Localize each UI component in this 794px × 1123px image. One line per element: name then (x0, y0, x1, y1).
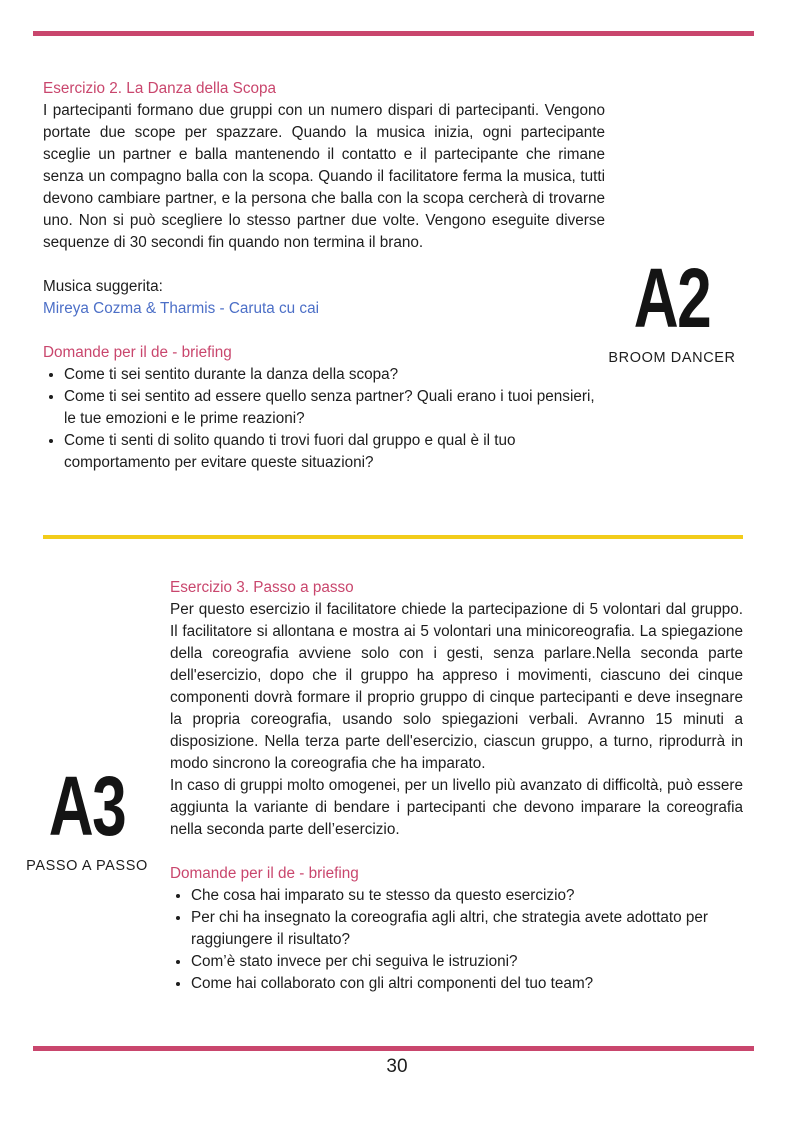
exercise-3-body-1: Per questo esercizio il facilitatore chiede la partecipazione di 5 volontari dal gruppo. Il facilitatore si allontana e mostra ai 5 volontari una minicoreografia. La spiegazione della coreografia avviene solo con i gesti, senza parlare.Nella seconda parte dell'esercizio, dopo che il gruppo ha appreso i movimenti, ciascuno dei cinque componenti dovrà formare il proprio gruppo di cinque partecipanti e deve insegnare la propria coreografia, usando solo spiegazioni verbali. Avranno 15 minuti a disposizione. Nella terza parte dell'esercizio, ciascun gruppo, a turno, riprodurrà in modo sincrono la coreografia che ha imparato. (170, 601, 743, 772)
music-link[interactable]: Mireya Cozma & Tharmis - Caruta cu cai (43, 300, 319, 317)
exercise-3-title: Esercizio 3. Passo a passo (170, 579, 354, 596)
page-number: 30 (386, 1056, 408, 1077)
exercise-2-question-list (43, 364, 605, 474)
exercise-3-section (170, 577, 743, 995)
section-divider (43, 535, 743, 539)
badge-a2-label: BROOM DANCER (608, 350, 736, 366)
badge-a2 (596, 251, 748, 366)
exercise-2-body: I partecipanti formano due gruppi con un numero dispari di partecipanti. Vengono portate due scope per spazzare. Quando la musica inizia, ogni partecipante sceglie un partner e balla mantenendo il contatto e il partecipante che rimane senza un compagno balla con la scopa. Quando il facilitatore ferma la musica, tutti devono cambiare partner, e la persona che balla con la scopa cercherà di trovarne uno. Non si può scegliere lo stesso partner due volte. Vengono eseguite diverse sequenze di 30 secondi fin quando non termina il brano. (43, 102, 605, 251)
exercise-2-title: Esercizio 2. La Danza della Scopa (43, 80, 276, 97)
exercise-3-debrief-title: Domande per il de - briefing (170, 865, 359, 882)
list-item: • Che cosa hai imparato su te stesso da questo esercizio? (191, 885, 743, 907)
list-item: • Come hai collaborato con gli altri componenti del tuo team? (191, 973, 743, 995)
badge-a3 (14, 759, 160, 874)
list-item: • Come ti sei sentito durante la danza della scopa? (64, 364, 605, 386)
exercise-3-question-list (170, 885, 743, 995)
exercise-3-body-2: In caso di gruppi molto omogenei, per un livello più avanzato di difficoltà, può essere aggiunta la variante di bendare i partecipanti che devono imparare la coreografia nella seconda parte dell’esercizio. (170, 777, 743, 838)
bottom-rule (33, 1046, 754, 1051)
exercise-2-section (43, 78, 605, 474)
exercise-2-debrief-title: Domande per il de - briefing (43, 344, 232, 361)
badge-a2-code: A2 (633, 251, 711, 345)
list-item: • Come ti sei sentito ad essere quello senza partner? Quali erano i tuoi pensieri, le tue emozioni e le prime reazioni? (64, 386, 605, 430)
music-label: Musica suggerita: (43, 278, 163, 295)
list-item: • Per chi ha insegnato la coreografia agli altri, che strategia avete adottato per raggiungere il risultato? (191, 907, 743, 951)
top-rule (33, 31, 754, 36)
badge-a3-label: PASSO A PASSO (26, 858, 148, 874)
list-item: • Com’è stato invece per chi seguiva le istruzioni? (191, 951, 743, 973)
badge-a3-code: A3 (48, 759, 126, 853)
list-item: • Come ti senti di solito quando ti trovi fuori dal gruppo e qual è il tuo comportamento per evitare queste situazioni? (64, 430, 605, 474)
